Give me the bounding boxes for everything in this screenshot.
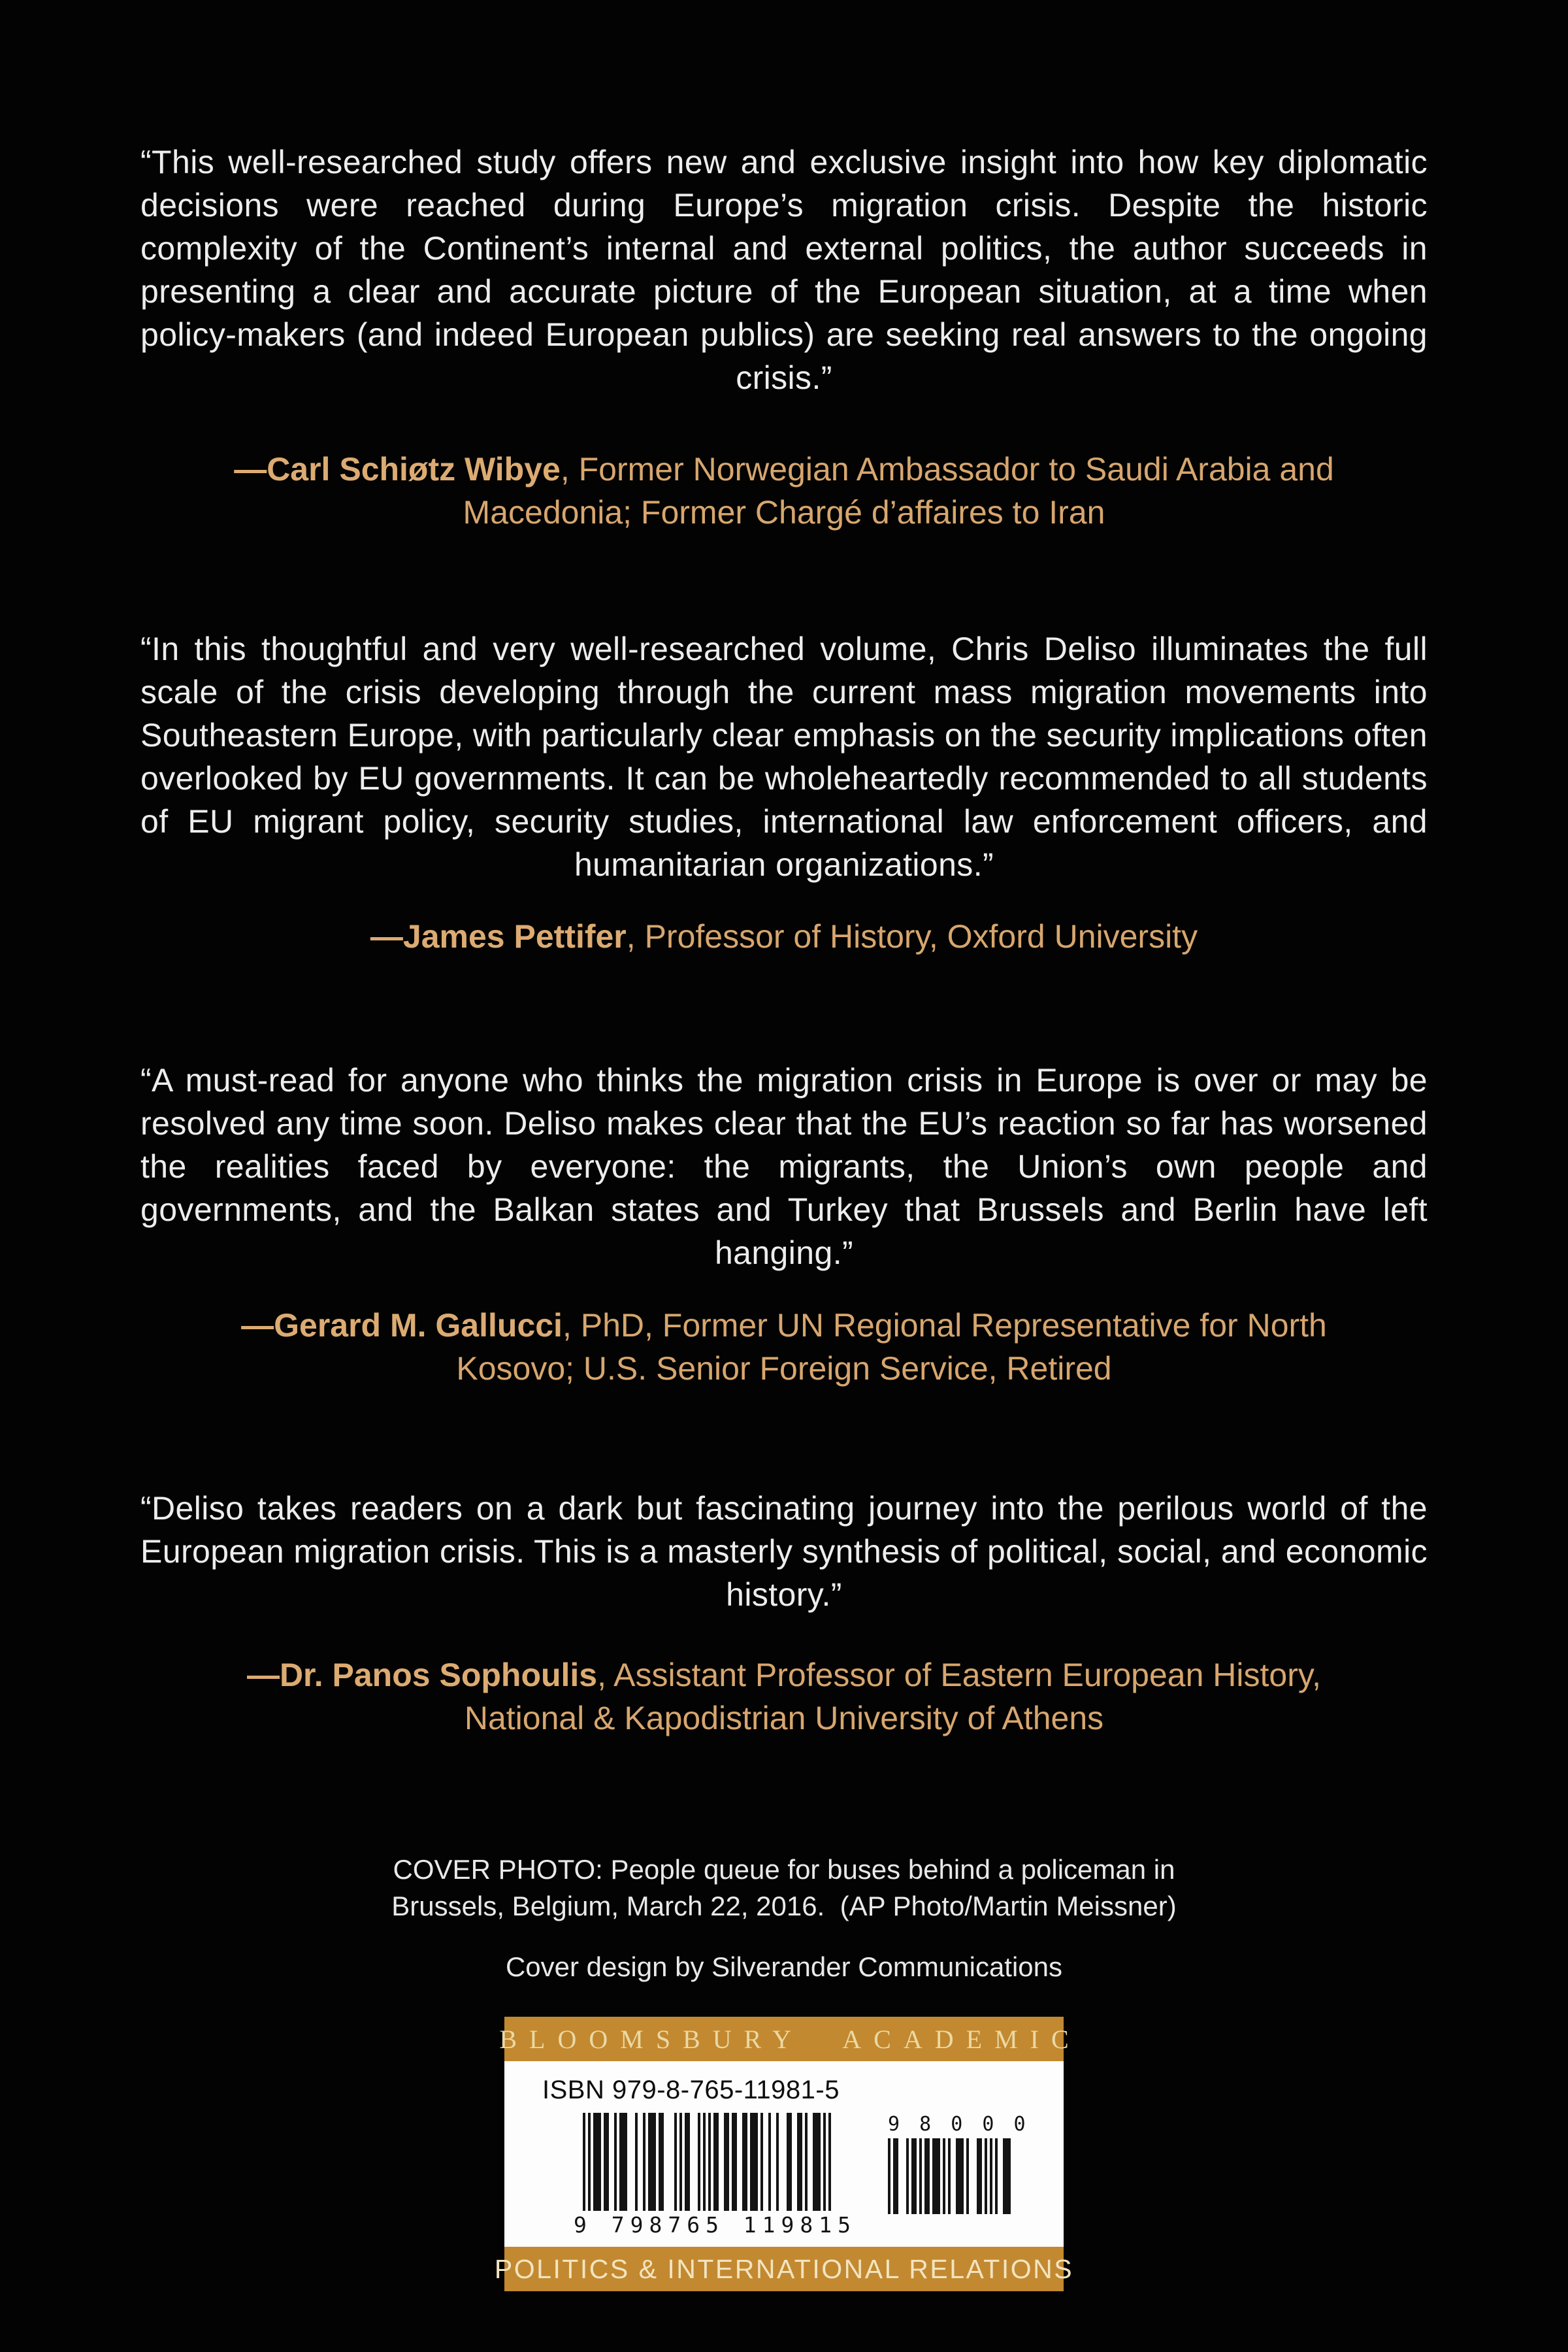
quote-2-attribution (189, 915, 1379, 958)
barcode-supplement-group (888, 2113, 1030, 2214)
barcode-main-group (574, 2113, 857, 2238)
quote-1-text: “This well-researched study offers new and exclusive insight into how key diplomatic decisions were reached during Europe’s migration crisis. Despite the historic complexity of the Continent’s internal and external politics, the author succeeds in presenting a clear and accurate picture of the European situation, at a time when policy-makers (and indeed European publics) are seeking real answers to the ongoing crisis.” (140, 144, 1428, 396)
attribution-role: , Professor of History, Oxford University (626, 918, 1198, 955)
quote-3-attribution (189, 1304, 1379, 1390)
barcode-main-digits: 9 798765 119815 (574, 2212, 857, 2238)
attribution-name: —Carl Schiøtz Wibye (234, 451, 561, 488)
publisher-banner (499, 2017, 1081, 2061)
category-label: POLITICS & INTERNATIONAL RELATIONS (494, 2253, 1074, 2284)
isbn-area (504, 2061, 1064, 2247)
cover-photo-credit: COVER PHOTO: People queue for buses behind a policeman in Brussels, Belgium, March 22, 2016. (AP Photo/Martin Meissner) (391, 1854, 1177, 1921)
barcode-supplement-digits: 9 8 0 0 0 (888, 2113, 1030, 2136)
attribution-role: , Former Norwegian Ambassador to Saudi Arabia and Macedonia; Former Chargé d’affaires to Iran (463, 451, 1334, 531)
category-banner (494, 2247, 1074, 2291)
attribution-name: —James Pettifer (370, 918, 627, 955)
attribution-role: , PhD, Former UN Regional Representative for North Kosovo; U.S. Senior Foreign Service, Retired (456, 1307, 1327, 1387)
publisher-barcode-box (494, 2017, 1081, 2291)
quote-4-text: “Deliso takes readers on a dark but fascinating journey into the perilous world of the European migration crisis. This is a masterly synthesis of political, social, and economic history.” (140, 1490, 1428, 1613)
quote-2-text: “In this thoughtful and very well-researched volume, Chris Deliso illuminates the full scale of the crisis developing through the current mass migration movements into Southeastern Europe, with particularly clear emphasis on the security implications often overlooked by EU governments. It can be wholeheartedly recommended to all students of EU migrant policy, security studies, international law enforcement officers, and humanitarian organizations.” (140, 631, 1428, 883)
attribution-role: , Assistant Professor of Eastern European History, National & Kapodistrian University of Athens (464, 1657, 1322, 1736)
quote-1-attribution (189, 448, 1379, 534)
publisher-name: BLOOMSBURY ACADEMIC (499, 2024, 1081, 2054)
barcode-row (574, 2113, 1064, 2238)
barcode-main (583, 2113, 857, 2211)
quote-3-text: “A must-read for anyone who thinks the migration crisis in Europe is over or may be resolved any time soon. Deliso makes clear that the EU’s reaction so far has worsened the realities faced by everyone: the migrants, the Union’s own people and governments, and the Balkan states and Turkey that Brussels and Berlin have left hanging.” (140, 1062, 1428, 1271)
cover-design-credit: Cover design by Silverander Communications (505, 1951, 1063, 1982)
attribution-name: —Dr. Panos Sophoulis (246, 1657, 598, 1693)
attribution-name: —Gerard M. Gallucci (241, 1307, 563, 1344)
barcode-supplement (888, 2138, 1030, 2214)
quote-4-attribution (189, 1653, 1379, 1740)
isbn-label: ISBN 979-8-765-11981-5 (542, 2076, 840, 2104)
